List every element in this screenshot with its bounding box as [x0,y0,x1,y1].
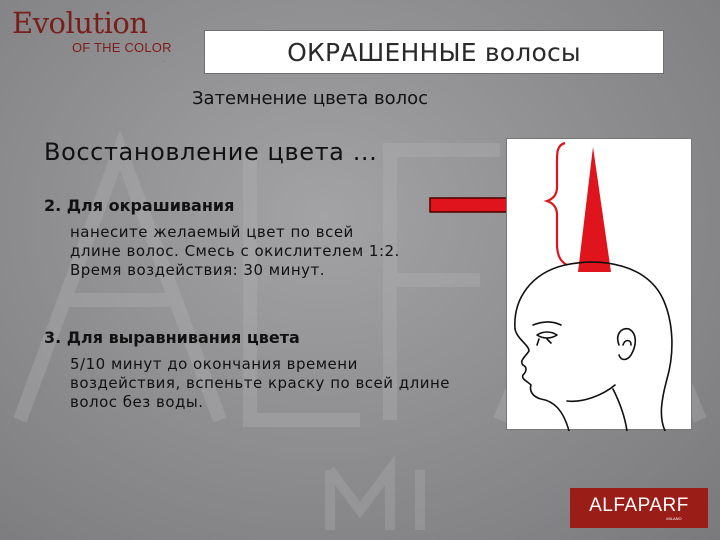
head-profile-icon [507,139,693,431]
logo-evolution-text: Evolution [12,6,148,40]
item-3-line-2: воздействия, вспеньте краску по всей длине [70,374,451,392]
item-2-line-1: нанесите желаемый цвет по всей [70,223,354,241]
item-3-title-text: Для выравнивания цвета [66,328,300,347]
item-2-number: 2. [44,196,62,215]
alfaparf-sub-text: MILANO [666,515,682,521]
item-3-number: 3. [44,328,62,347]
title-box [204,30,664,74]
item-2-body [70,223,400,280]
evolution-of-the-color-logo [12,6,187,63]
item-2-line-2: длине волос. Смесь с окислителем 1:2. [70,242,400,260]
alfaparf-logo [570,488,708,528]
item-3-body [70,355,450,412]
page-title: ОКРАШЕННЫЕ волосы [287,37,581,67]
item-3-line-1: 5/10 минут до окончания времени [70,355,358,373]
item-2-title [44,196,234,215]
item-2-title-text: Для окрашивания [66,196,235,215]
section-heading: Восстановление цвета ... [44,138,378,166]
head-illustration [506,138,692,430]
subtitle: Затемнение цвета волос [192,88,429,109]
item-3-title [44,328,300,347]
logo-of-the-color-text: OF THE COLOR [72,40,172,55]
logo-tiny-text: ... [162,58,166,63]
item-3-line-3: волос без воды. [70,393,204,411]
item-2-line-3: Время воздействия: 30 минут. [70,261,326,279]
alfaparf-brand-text: ALFAPARF [589,494,689,516]
